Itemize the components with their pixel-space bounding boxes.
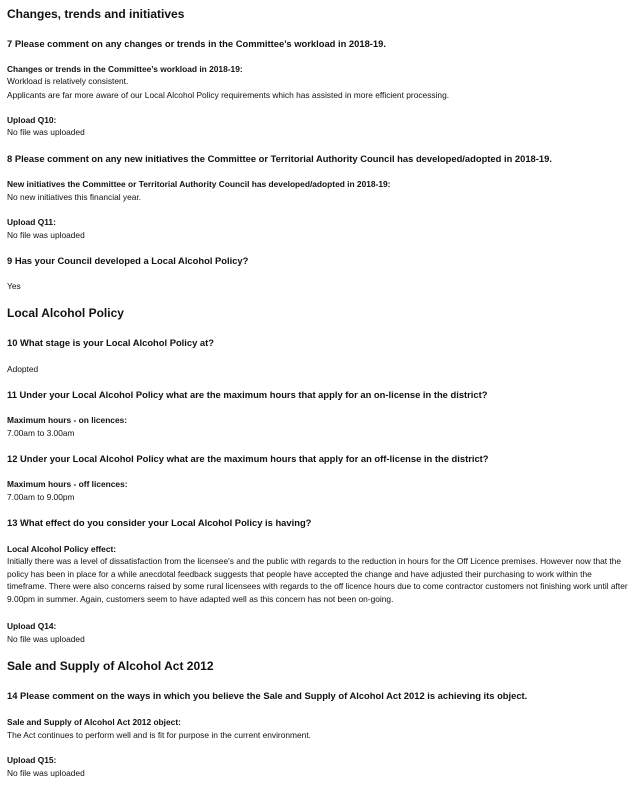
- section-title-local-alcohol-policy: Local Alcohol Policy: [7, 306, 124, 320]
- question-7-label: Changes or trends in the Committee’s workload in 2018-19:: [7, 64, 243, 74]
- question-7-title: 7 Please comment on any changes or trends in the Committee’s workload in 2018-19.: [7, 38, 386, 49]
- question-9-answer: Yes: [7, 281, 21, 291]
- question-7-answer-line-1: Workload is relatively consistent.: [7, 76, 129, 86]
- question-10-title: 10 What stage is your Local Alcohol Policy at?: [7, 337, 214, 348]
- question-11-label: Maximum hours - on licences:: [7, 415, 128, 425]
- question-13-label: Local Alcohol Policy effect:: [7, 544, 117, 554]
- section-title-sale-supply: Sale and Supply of Alcohol Act 2012: [7, 659, 214, 673]
- upload-q11-value: No file was uploaded: [7, 230, 85, 240]
- question-8-answer: No new initiatives this financial year.: [7, 192, 142, 202]
- question-8-title: 8 Please comment on any new initiatives the Committee or Territorial Authority Council has developed/adopted in 2018-19.: [7, 153, 552, 164]
- question-10-answer: Adopted: [7, 364, 39, 374]
- question-14-title: 14 Please comment on the ways in which you believe the Sale and Supply of Alcohol Act 2012 is achieving its object.: [7, 690, 528, 701]
- upload-q11-label: Upload Q11:: [7, 217, 56, 227]
- section-title-changes: Changes, trends and initiatives: [7, 7, 185, 21]
- upload-q14-value: No file was uploaded: [7, 634, 85, 644]
- upload-q10-value: No file was uploaded: [7, 127, 85, 137]
- question-12-title: 12 Under your Local Alcohol Policy what are the maximum hours that apply for an off-license in the district?: [7, 453, 489, 464]
- question-11-title: 11 Under your Local Alcohol Policy what are the maximum hours that apply for an on-license in the district?: [7, 389, 488, 400]
- upload-q14-label: Upload Q14:: [7, 621, 57, 631]
- question-11-answer: 7.00am to 3.00am: [7, 428, 75, 438]
- question-7-answer-line-2: Applicants are far more aware of our Local Alcohol Policy requirements which has assisted in more efficient processing.: [7, 90, 450, 100]
- question-9-title: 9 Has your Council developed a Local Alcohol Policy?: [7, 255, 249, 266]
- question-12-label: Maximum hours - off licences:: [7, 479, 128, 489]
- question-12-answer: 7.00am to 9.00pm: [7, 492, 75, 502]
- question-13-title: 13 What effect do you consider your Local Alcohol Policy is having?: [7, 517, 312, 528]
- upload-q15-value: No file was uploaded: [7, 768, 85, 778]
- question-14-label: Sale and Supply of Alcohol Act 2012 object:: [7, 717, 181, 727]
- question-13-answer: Initially there was a level of dissatisfaction from the licensee's and the public with regards to the reduction in hours for the Off Licence premises. However now that the policy has been in place for a while anecdotal feedback suggests that people have accepted the change and have adjusted their purchasing to work within the timeframe. There were also concerns raised by some rural licensees with regards to the off licence hours due to come contractor customers not finishing work until after 9.00pm in summer. Again, customers seem to have adapted well as this concern has not been on-going.: [7, 556, 628, 604]
- question-14-answer: The Act continues to perform well and is fit for purpose in the current environment.: [7, 730, 311, 740]
- question-8-label: New initiatives the Committee or Territorial Authority Council has developed/adopted in 2018-19:: [7, 179, 391, 189]
- upload-q10-label: Upload Q10:: [7, 115, 57, 125]
- upload-q15-label: Upload Q15:: [7, 755, 57, 765]
